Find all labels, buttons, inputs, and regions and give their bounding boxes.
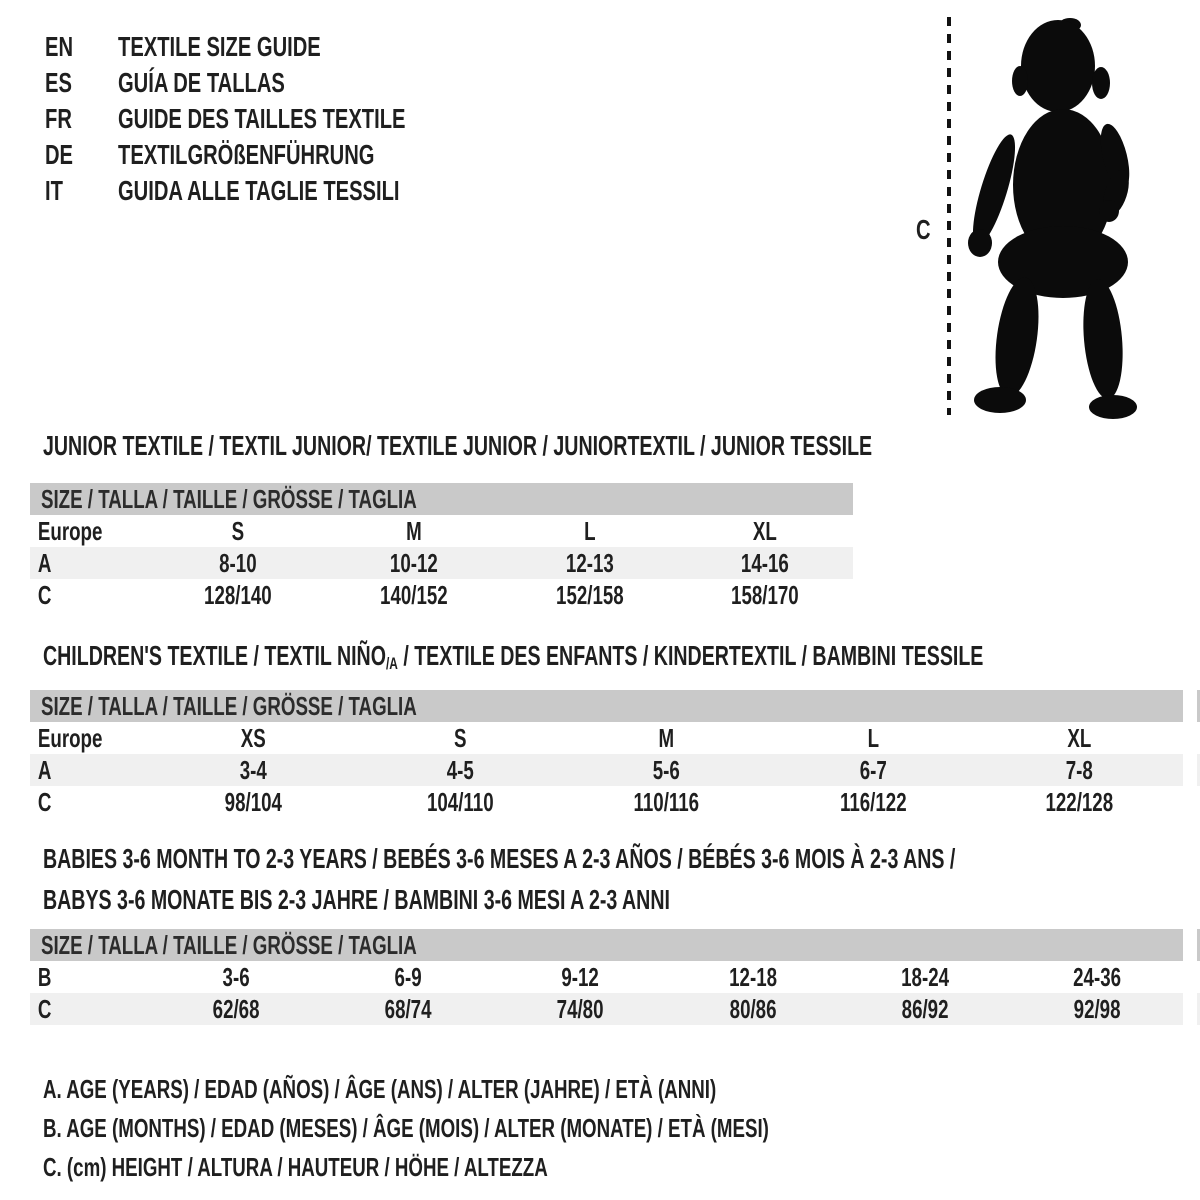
- size-cell: M: [658, 722, 675, 753]
- height-cell: 98/104: [224, 786, 282, 817]
- age-cell: 10-12: [389, 547, 438, 578]
- table-row-height: [30, 993, 1200, 1025]
- table-row-height: [30, 579, 853, 611]
- junior-table-title: JUNIOR TEXTILE / TEXTIL JUNIOR/ TEXTILE JUNIOR / JUNIORTEXTIL / JUNIOR TESSILE: [43, 430, 873, 461]
- table-edge-gap: [1183, 690, 1197, 818]
- size-cell: L: [867, 722, 879, 753]
- height-cell: 158/170: [731, 579, 799, 610]
- size-cell: XS: [240, 722, 266, 753]
- size-header-bar: SIZE / TALLA / TAILLE / GRÖSSE / TAGLIA: [30, 929, 1200, 961]
- age-cell: 7-8: [1066, 754, 1094, 785]
- height-cell: 128/140: [204, 579, 272, 610]
- months-cell: 9-12: [561, 961, 600, 992]
- age-cell: 8-10: [219, 547, 257, 578]
- row-label: C: [37, 579, 52, 610]
- height-cell: 110/116: [633, 786, 700, 817]
- language-code: ES: [45, 67, 72, 98]
- babies-table-title: [43, 838, 955, 920]
- language-code: IT: [45, 175, 63, 206]
- height-cell: 86/92: [901, 993, 949, 1024]
- table-row-europe: [30, 722, 1200, 754]
- language-title-list: [45, 29, 517, 209]
- age-cell: 6-7: [859, 754, 887, 785]
- table-row-age: [30, 754, 1200, 786]
- language-guide-title: TEXTILGRÖßENFÜHRUNG: [118, 139, 375, 170]
- size-cell: XL: [753, 515, 778, 546]
- legend-note-b: B. AGE (MONTHS) / EDAD (MESES) / ÂGE (MOIS) / ALTER (MONATE) / ETÀ (MESI): [43, 1113, 769, 1143]
- table-row-europe: [30, 515, 853, 547]
- height-measure-dashed-line: [947, 17, 951, 415]
- language-code: FR: [45, 103, 72, 134]
- language-row-de: [45, 137, 517, 173]
- language-row-it: [45, 173, 517, 209]
- size-header-bar: SIZE / TALLA / TAILLE / GRÖSSE / TAGLIA: [30, 483, 853, 515]
- row-label: C: [37, 993, 52, 1024]
- size-cell: S: [231, 515, 245, 546]
- size-cell: L: [583, 515, 596, 546]
- table-edge-gap: [1183, 929, 1197, 1025]
- language-row-es: [45, 65, 517, 101]
- language-row-en: [45, 29, 517, 65]
- babies-size-table: [30, 929, 1200, 1025]
- months-cell: 18-24: [900, 961, 949, 992]
- height-cell: 68/74: [384, 993, 432, 1024]
- height-measure-label-c: C: [916, 214, 931, 245]
- language-guide-title: TEXTILE SIZE GUIDE: [118, 31, 321, 62]
- row-label: Europe: [37, 515, 103, 546]
- height-cell: 80/86: [729, 993, 777, 1024]
- height-cell: 122/128: [1045, 786, 1114, 817]
- language-row-fr: [45, 101, 517, 137]
- months-cell: 12-18: [728, 961, 777, 992]
- language-code: DE: [45, 139, 74, 170]
- row-label: A: [37, 547, 52, 578]
- height-cell: 104/110: [426, 786, 494, 817]
- age-cell: 5-6: [652, 754, 681, 785]
- age-cell: 14-16: [741, 547, 790, 578]
- childrens-table-title: CHILDREN'S TEXTILE / TEXTIL NIÑO/A / TEXTILE DES ENFANTS / KINDERTEXTIL / BAMBINI TESSILE: [43, 640, 984, 673]
- height-cell: 74/80: [557, 993, 604, 1024]
- row-label: B: [37, 961, 52, 992]
- toddler-silhouette-icon: [967, 17, 1137, 422]
- age-cell: 4-5: [446, 754, 474, 785]
- table-row-height: [30, 786, 1200, 818]
- height-cell: 116/122: [839, 786, 907, 817]
- row-label: C: [37, 786, 52, 817]
- age-cell: 3-4: [239, 754, 267, 785]
- height-cell: 152/158: [555, 579, 624, 610]
- language-guide-title: GUIDA ALLE TAGLIE TESSILI: [118, 175, 400, 206]
- childrens-size-table: [30, 690, 1200, 818]
- row-label: Europe: [37, 722, 103, 753]
- height-cell: 92/98: [1073, 993, 1121, 1024]
- language-code: EN: [45, 31, 74, 62]
- babies-title-line-2: BABYS 3-6 MONATE BIS 2-3 JAHRE / BAMBINI 3-6 MESI A 2-3 ANNI: [43, 884, 670, 915]
- size-cell: M: [405, 515, 422, 546]
- row-label: A: [37, 754, 52, 785]
- months-cell: 6-9: [394, 961, 422, 992]
- language-guide-title: GUÍA DE TALLAS: [118, 67, 285, 98]
- babies-title-line-1: BABIES 3-6 MONTH TO 2-3 YEARS / BEBÉS 3-6 MESES A 2-3 AÑOS / BÉBÉS 3-6 MOIS À 2-3 ANS /: [43, 843, 956, 874]
- legend-note-c: C. (cm) HEIGHT / ALTURA / HAUTEUR / HÖHE / ALTEZZA: [43, 1152, 548, 1182]
- legend-note-a: A. AGE (YEARS) / EDAD (AÑOS) / ÂGE (ANS) / ALTER (JAHRE) / ETÀ (ANNI): [43, 1074, 717, 1104]
- months-cell: 3-6: [222, 961, 250, 992]
- junior-size-table: [30, 483, 853, 611]
- nino-a-subscript: /A: [385, 654, 398, 673]
- months-cell: 24-36: [1072, 961, 1121, 992]
- height-cell: 140/152: [379, 579, 448, 610]
- size-header-bar: SIZE / TALLA / TAILLE / GRÖSSE / TAGLIA: [30, 690, 1200, 722]
- height-cell: 62/68: [212, 993, 260, 1024]
- size-cell: XL: [1067, 722, 1092, 753]
- table-row-age: [30, 547, 853, 579]
- language-guide-title: GUIDE DES TAILLES TEXTILE: [118, 103, 406, 134]
- table-row-months: [30, 961, 1200, 993]
- measurement-legend: [43, 1070, 1051, 1187]
- age-cell: 12-13: [565, 547, 614, 578]
- size-cell: S: [453, 722, 467, 753]
